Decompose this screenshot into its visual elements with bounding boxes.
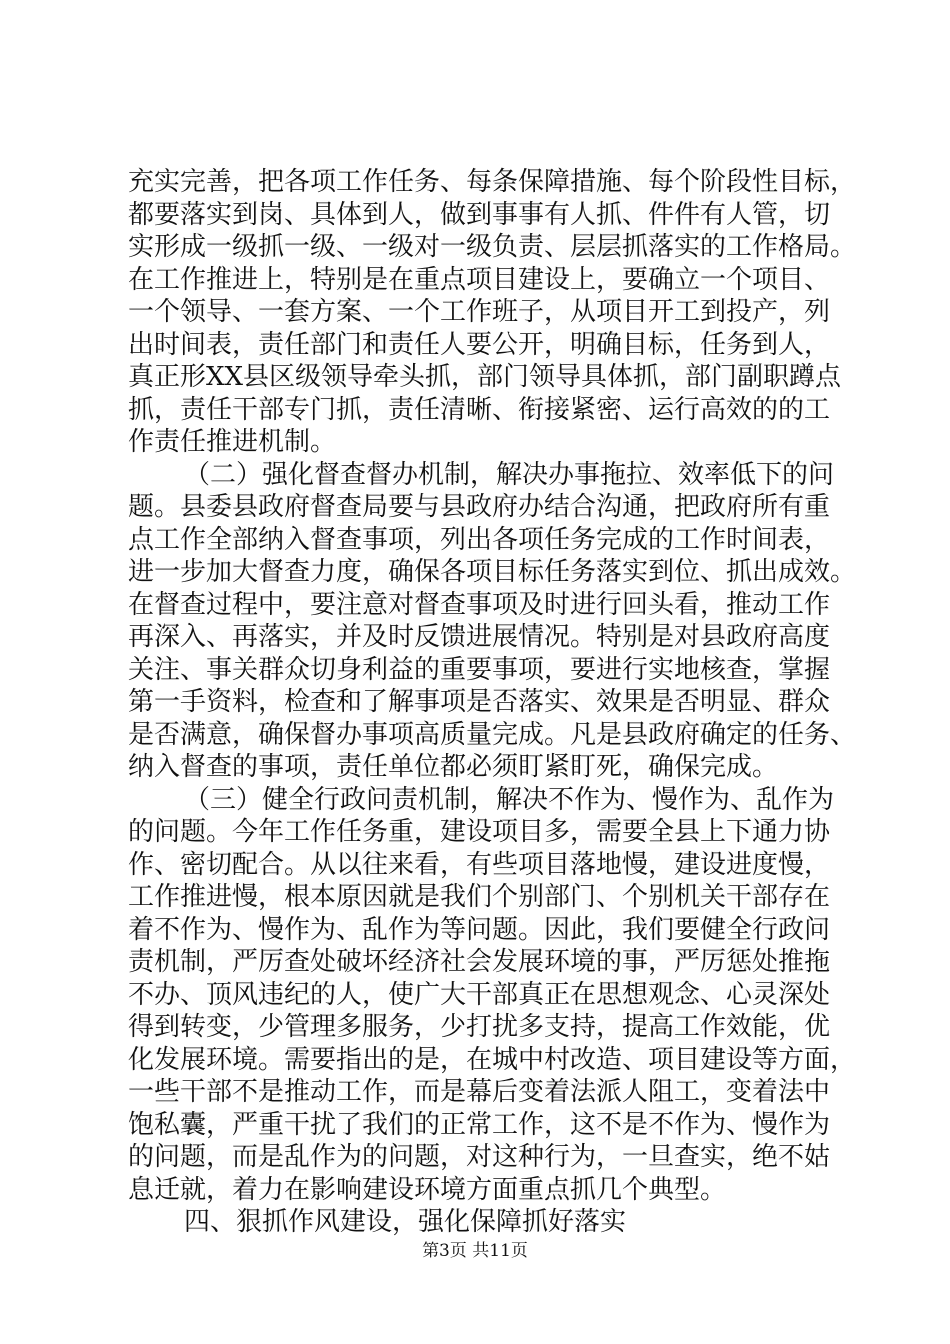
text-line: 抓，责任干部专门抓，责任清晰、衔接紧密、运行高效的的工 bbox=[128, 394, 831, 425]
text-line: 责机制，严厉查处破坏经济社会发展环境的事，严厉惩处推拖 bbox=[128, 947, 831, 977]
text-line: 一些干部不是推动工作，而是幕后变着法派人阻工，变着法中 bbox=[128, 1077, 831, 1107]
text-line: 在督查过程中，要注意对督查事项及时进行回头看，推动工作 bbox=[128, 589, 831, 620]
text-line: 作责任推进机制。 bbox=[128, 427, 337, 457]
document-body bbox=[128, 166, 857, 1239]
text-line: 不办、顶风违纪的人，使广大干部真正在思想观念、心灵深处 bbox=[128, 979, 831, 1010]
text-line: 进一步加大督查力度，确保各项目标任务落实到位、抓出成效。 bbox=[128, 557, 857, 587]
text-line: 充实完善，把各项工作任务、每条保障措施、每个阶段性目标， bbox=[128, 167, 857, 197]
text-line: 饱私囊，严重干扰了我们的正常工作，这不是不作为、慢作为 bbox=[128, 1109, 831, 1140]
text-line: 出时间表，责任部门和责任人要公开，明确目标，任务到人， bbox=[128, 329, 831, 360]
text-line: 实形成一级抓一级、一级对一级负责、层层抓落实的工作格局。 bbox=[128, 232, 857, 262]
text-line: 纳入督查的事项，责任单位都必须盯紧盯死，确保完成。 bbox=[128, 752, 779, 782]
text-line: 关注、事关群众切身利益的重要事项，要进行实地核查，掌握 bbox=[128, 654, 831, 685]
text-line: 着不作为、慢作为、乱作为等问题。因此，我们要健全行政问 bbox=[128, 914, 831, 945]
text-line: 真正形XX县区级领导牵头抓，部门领导具体抓，部门副职蹲点 bbox=[128, 362, 842, 392]
text-line: 化发展环境。需要指出的是，在城中村改造、项目建设等方面， bbox=[128, 1044, 857, 1075]
text-line: 息迁就，着力在影响建设环境方面重点抓几个典型。 bbox=[128, 1174, 727, 1205]
text-line: 工作推进慢，根本原因就是我们个别部门、个别机关干部存在 bbox=[128, 882, 831, 912]
text-line: 点工作全部纳入督查事项，列出各项任务完成的工作时间表， bbox=[128, 524, 831, 555]
section-heading-line: 四、狠抓作风建设，强化保障抓好落实 bbox=[184, 1207, 627, 1237]
text-line: 作、密切配合。从以往来看，有些项目落地慢，建设进度慢， bbox=[128, 849, 831, 880]
text-line: 都要落实到岗、具体到人，做到事事有人抓、件件有人管，切 bbox=[128, 199, 831, 230]
section-heading-line: （三）健全行政问责机制，解决不作为、慢作为、乱作为 bbox=[184, 784, 835, 815]
text-line: 是否满意，确保督办事项高质量完成。凡是县政府确定的任务、 bbox=[128, 719, 857, 750]
text-line: 得到转变，少管理多服务，少打扰多支持，提高工作效能，优 bbox=[128, 1012, 831, 1042]
text-line: 题。县委县政府督查局要与县政府办结合沟通，把政府所有重 bbox=[128, 492, 831, 522]
text-line: 一个领导、一套方案、一个工作班子，从项目开工到投产，列 bbox=[128, 297, 831, 327]
text-line: 的问题。今年工作任务重，建设项目多，需要全县上下通力协 bbox=[128, 817, 831, 847]
page-number-label: 第3页 共11页 bbox=[422, 1241, 528, 1261]
page-footer bbox=[0, 1240, 950, 1262]
text-line: 第一手资料，检查和了解事项是否落实、效果是否明显、群众 bbox=[128, 687, 831, 717]
text-line: 的问题，而是乱作为的问题，对这种行为，一旦查实，绝不姑 bbox=[128, 1142, 831, 1172]
section-heading-line: （二）强化督查督办机制，解决办事拖拉、效率低下的问 bbox=[184, 459, 835, 490]
text-line: 在工作推进上，特别是在重点项目建设上，要确立一个项目、 bbox=[128, 264, 831, 295]
text-line: 再深入、再落实，并及时反馈进展情况。特别是对县政府高度 bbox=[128, 622, 831, 652]
